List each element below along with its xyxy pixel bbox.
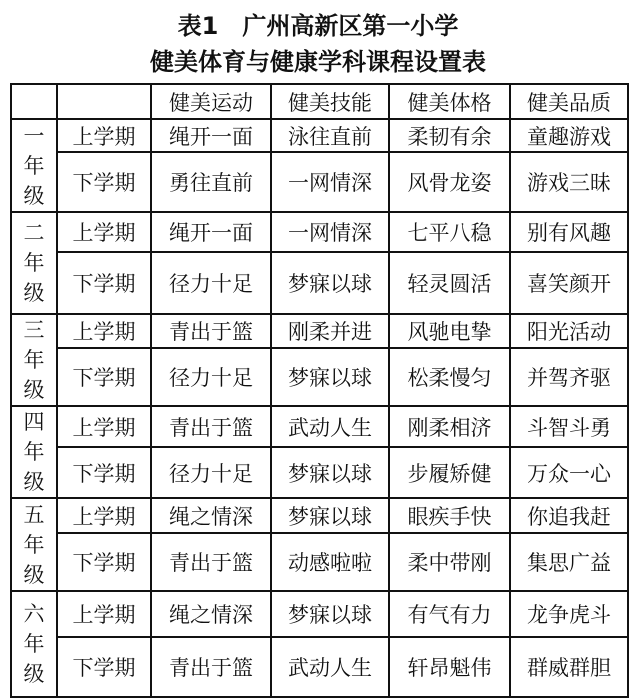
course-cell: 步履矫健 [389, 447, 510, 498]
grade-cell [11, 591, 57, 697]
column-header: 健美技能 [271, 84, 389, 119]
course-cell: 青出于篮 [151, 533, 271, 591]
column-header: 健美运动 [151, 84, 271, 119]
course-cell: 绳开一面 [151, 119, 271, 152]
grade-cell [11, 314, 57, 406]
grade-char: 三 [23, 318, 45, 342]
term-cell: 下学期 [57, 447, 151, 498]
course-cell: 径力十足 [151, 252, 271, 314]
grade-char: 五 [23, 502, 45, 527]
term-cell: 上学期 [57, 498, 151, 533]
term-cell: 上学期 [57, 119, 151, 152]
table-row [11, 119, 628, 152]
course-cell: 绳之情深 [151, 498, 271, 533]
term-cell: 上学期 [57, 406, 151, 447]
course-cell: 刚柔相济 [389, 406, 510, 447]
course-cell: 泳往直前 [271, 119, 389, 152]
course-cell: 并驾齐驱 [510, 348, 628, 406]
grade-char: 级 [23, 281, 45, 305]
grade-char: 级 [23, 378, 45, 402]
table-row [11, 406, 628, 447]
grade-char: 一 [23, 123, 45, 148]
term-cell: 下学期 [57, 637, 151, 697]
course-cell: 阳光活动 [510, 314, 628, 348]
course-cell: 一网情深 [271, 152, 389, 212]
grade-char: 年 [23, 348, 45, 372]
course-cell: 绳开一面 [151, 212, 271, 252]
course-cell: 游戏三昧 [510, 152, 628, 212]
grade-char: 年 [23, 251, 45, 275]
table-row [11, 252, 628, 314]
header-row [11, 84, 628, 119]
table-row [11, 447, 628, 498]
course-cell: 七平八稳 [389, 212, 510, 252]
course-cell: 轩昂魁伟 [389, 637, 510, 697]
term-cell: 下学期 [57, 252, 151, 314]
table-row [11, 212, 628, 252]
course-cell: 群威群胆 [510, 637, 628, 697]
grade-char: 二 [23, 221, 45, 245]
course-cell: 眼疾手快 [389, 498, 510, 533]
table-title: 表1 广州高新区第一小学 [177, 12, 459, 40]
term-cell: 上学期 [57, 591, 151, 637]
course-cell: 武动人生 [271, 406, 389, 447]
course-cell: 梦寐以球 [271, 591, 389, 637]
column-header: 健美品质 [510, 84, 628, 119]
course-cell: 绳之情深 [151, 591, 271, 637]
grade-char: 级 [23, 183, 45, 208]
table-row [11, 152, 628, 212]
course-cell: 童趣游戏 [510, 119, 628, 152]
column-header: 健美体格 [389, 84, 510, 119]
course-cell: 梦寐以球 [271, 498, 389, 533]
term-cell: 下学期 [57, 348, 151, 406]
course-cell: 径力十足 [151, 348, 271, 406]
course-cell: 有气有力 [389, 591, 510, 637]
table-row [11, 637, 628, 697]
course-cell: 青出于篮 [151, 406, 271, 447]
table-row [11, 533, 628, 591]
table-row [11, 591, 628, 637]
course-cell: 柔韧有余 [389, 119, 510, 152]
course-cell: 斗智斗勇 [510, 406, 628, 447]
course-table [10, 83, 629, 698]
course-cell: 柔中带刚 [389, 533, 510, 591]
course-cell: 青出于篮 [151, 314, 271, 348]
course-cell: 一网情深 [271, 212, 389, 252]
course-cell: 径力十足 [151, 447, 271, 498]
grade-char: 年 [23, 153, 45, 178]
course-cell: 刚柔并进 [271, 314, 389, 348]
course-cell: 轻灵圆活 [389, 252, 510, 314]
term-cell: 上学期 [57, 314, 151, 348]
grade-cell [11, 498, 57, 591]
course-cell: 龙争虎斗 [510, 591, 628, 637]
table-row [11, 498, 628, 533]
grade-char: 四 [23, 410, 45, 434]
grade-char: 级 [23, 662, 45, 686]
grade-char: 六 [23, 602, 45, 626]
table-row [11, 314, 628, 348]
corner-cell [57, 84, 151, 119]
grade-char: 级 [23, 562, 45, 587]
term-cell: 上学期 [57, 212, 151, 252]
grade-char: 级 [23, 470, 45, 494]
course-cell: 喜笑颜开 [510, 252, 628, 314]
grade-char: 年 [23, 532, 45, 557]
table-subtitle: 健美体育与健康学科课程设置表 [150, 48, 486, 76]
course-cell: 风驰电挚 [389, 314, 510, 348]
term-cell: 下学期 [57, 152, 151, 212]
table-row [11, 348, 628, 406]
grade-char: 年 [23, 632, 45, 656]
course-cell: 集思广益 [510, 533, 628, 591]
corner-cell [11, 84, 57, 119]
course-cell: 勇往直前 [151, 152, 271, 212]
course-cell: 松柔慢匀 [389, 348, 510, 406]
grade-cell [11, 406, 57, 498]
course-cell: 梦寐以球 [271, 447, 389, 498]
grade-cell [11, 212, 57, 314]
grade-cell [11, 119, 57, 212]
course-cell: 梦寐以球 [271, 348, 389, 406]
course-cell: 你追我赶 [510, 498, 628, 533]
course-cell: 别有风趣 [510, 212, 628, 252]
course-cell: 动感啦啦 [271, 533, 389, 591]
term-cell: 下学期 [57, 533, 151, 591]
grade-char: 年 [23, 440, 45, 464]
course-cell: 梦寐以球 [271, 252, 389, 314]
course-cell: 武动人生 [271, 637, 389, 697]
course-cell: 青出于篮 [151, 637, 271, 697]
course-cell: 风骨龙姿 [389, 152, 510, 212]
course-cell: 万众一心 [510, 447, 628, 498]
